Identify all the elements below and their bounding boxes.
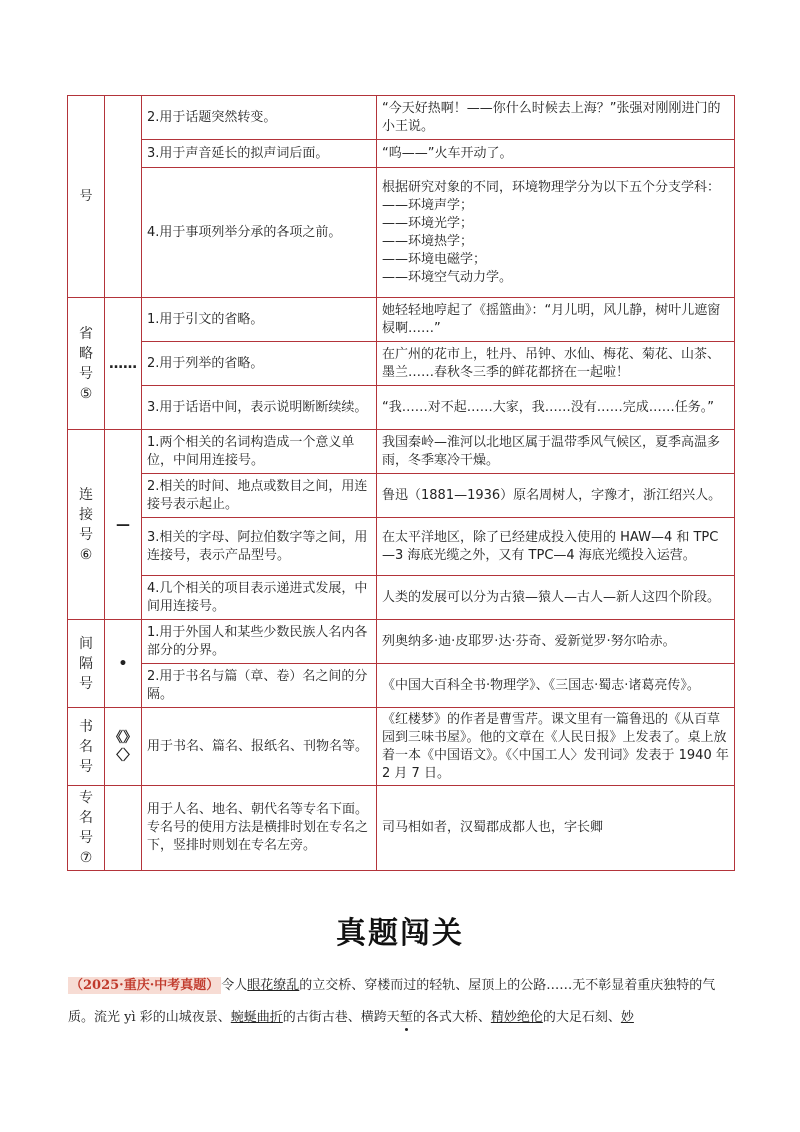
proper-name-cell: 专 名 号 ⑦	[68, 786, 105, 871]
example-cell: 在广州的花市上，牡丹、吊钟、水仙、梅花、菊花、山茶、墨兰……春秋冬三季的鲜花都挤在一起啦！	[377, 342, 735, 386]
usage-cell: 用于人名、地名、朝代名等专名下面。专名号的使用方法是横排时划在专名之下，竖排时则划在专名左旁。	[142, 786, 377, 871]
table-row	[68, 140, 735, 168]
example-cell: “呜——”火车开动了。	[377, 140, 735, 168]
table-row	[68, 576, 735, 620]
connector-symbol-cell: —	[105, 430, 142, 620]
example-cell: “今天好热啊！——你什么时候去上海？”张强对刚刚进门的小王说。	[377, 96, 735, 140]
example-cell: 《中国大百科全书·物理学》、《三国志·蜀志·诸葛亮传》。	[377, 664, 735, 708]
table-row	[68, 168, 735, 298]
example-cell: “我……对不起……大家，我……没有……完成……任务。”	[377, 386, 735, 430]
example-cell: 人类的发展可以分为古猿—猿人—古人—新人这四个阶段。	[377, 576, 735, 620]
interpunct-symbol-cell: •	[105, 620, 142, 708]
usage-cell: 2.用于话题突然转变。	[142, 96, 377, 140]
table-row	[68, 96, 735, 140]
ellipsis-name-cell: 省 略 号 ⑤	[68, 298, 105, 430]
usage-cell: 1.用于引文的省略。	[142, 298, 377, 342]
underlined-phrase: 眼花缭乱	[247, 978, 300, 993]
table-row	[68, 430, 735, 474]
usage-cell: 3.相关的字母、阿拉伯数字等之间，用连接号，表示产品型号。	[142, 518, 377, 576]
example-cell: 列奥纳多·迪·皮耶罗·达·芬奇、爱新觉罗·努尔哈赤。	[377, 620, 735, 664]
ellipsis-symbol-cell: ……	[105, 298, 142, 430]
section-title: 真题闯关	[336, 916, 464, 951]
proper-symbol-cell	[105, 786, 142, 871]
usage-cell: 4.几个相关的项目表示递进式发展，中间用连接号。	[142, 576, 377, 620]
connector-name-cell: 连 接 号 ⑥	[68, 430, 105, 620]
example-cell: 她轻轻地哼起了《摇篮曲》：“月儿明，风儿静，树叶儿遮窗棂啊……”	[377, 298, 735, 342]
usage-cell: 4.用于事项列举分承的各项之前。	[142, 168, 377, 298]
table-row	[68, 386, 735, 430]
usage-cell: 1.用于外国人和某些少数民族人名内各部分的分界。	[142, 620, 377, 664]
underlined-phrase: 蜿蜒曲折	[230, 1010, 283, 1025]
example-cell: 司马相如者，汉蜀郡成都人也，字长卿	[377, 786, 735, 871]
usage-cell: 3.用于声音延长的拟声词后面。	[142, 140, 377, 168]
usage-cell: 2.相关的时间、地点或数目之间，用连接号表示起止。	[142, 474, 377, 518]
underlined-phrase: 精妙绝伦	[490, 1010, 543, 1025]
example-cell: 根据研究对象的不同，环境物理学分为以下五个分支学科： ——环境声学； ——环境光学； ——环境热学； ——环境电磁学； ——环境空气动力学。	[377, 168, 735, 298]
example-cell: 我国秦岭—淮河以北地区属于温带季风气候区，夏季高温多雨，冬季寒冷干燥。	[377, 430, 735, 474]
usage-cell: 2.用于书名与篇（章、卷）名之间的分隔。	[142, 664, 377, 708]
punctuation-table	[67, 95, 735, 871]
table-row	[68, 342, 735, 386]
dash-name-cell: 号	[68, 96, 105, 298]
example-cell: 在太平洋地区，除了已经建成投入使用的 HAW—4 和 TPC—3 海底光缆之外，又有 TPC—4 海底光缆投入运营。	[377, 518, 735, 576]
interpunct-name-cell: 间 隔 号	[68, 620, 105, 708]
table-row	[68, 620, 735, 664]
book-symbol-cell: 《》 〈〉	[105, 708, 142, 786]
source-tag: （2025·重庆·中考真题）	[70, 978, 220, 993]
table-row	[68, 298, 735, 342]
usage-cell: 用于书名、篇名、报纸名、刊物名等。	[142, 708, 377, 786]
dash-symbol-cell	[105, 96, 142, 298]
underlined-phrase: 妙	[620, 1010, 634, 1025]
dotted-char: 堑	[399, 1010, 413, 1025]
table-row	[68, 786, 735, 871]
book-name-cell: 书 名 号	[68, 708, 105, 786]
usage-cell: 2.用于列举的省略。	[142, 342, 377, 386]
question-paragraph: （2025·重庆·中考真题） 令人眼花缭乱的立交桥、穿楼而过的轻轨、屋顶上的公路……无不彰显着重庆独特的气质。流光 yì 彩的山城夜景、蜿蜒曲折的古街古巷、横跨天堑的各式大桥、精妙绝伦的大足石刻、妙	[68, 978, 716, 1025]
example-cell: 《红楼梦》的作者是曹雪芹。课文里有一篇鲁迅的《从百草园到三味书屋》。他的文章在《人民日报》上发表了。桌上放着一本《中国语文》。《〈中国工人〉发刊词》发表于 1940 年 2 月 7 日。	[377, 708, 735, 786]
table-row	[68, 474, 735, 518]
usage-cell: 3.用于话语中间，表示说明断断续续。	[142, 386, 377, 430]
usage-cell: 1.两个相关的名词构造成一个意义单位，中间用连接号。	[142, 430, 377, 474]
table-row	[68, 518, 735, 576]
table-row	[68, 708, 735, 786]
example-cell: 鲁迅（1881—1936）原名周树人，字豫才，浙江绍兴人。	[377, 474, 735, 518]
table-row	[68, 664, 735, 708]
